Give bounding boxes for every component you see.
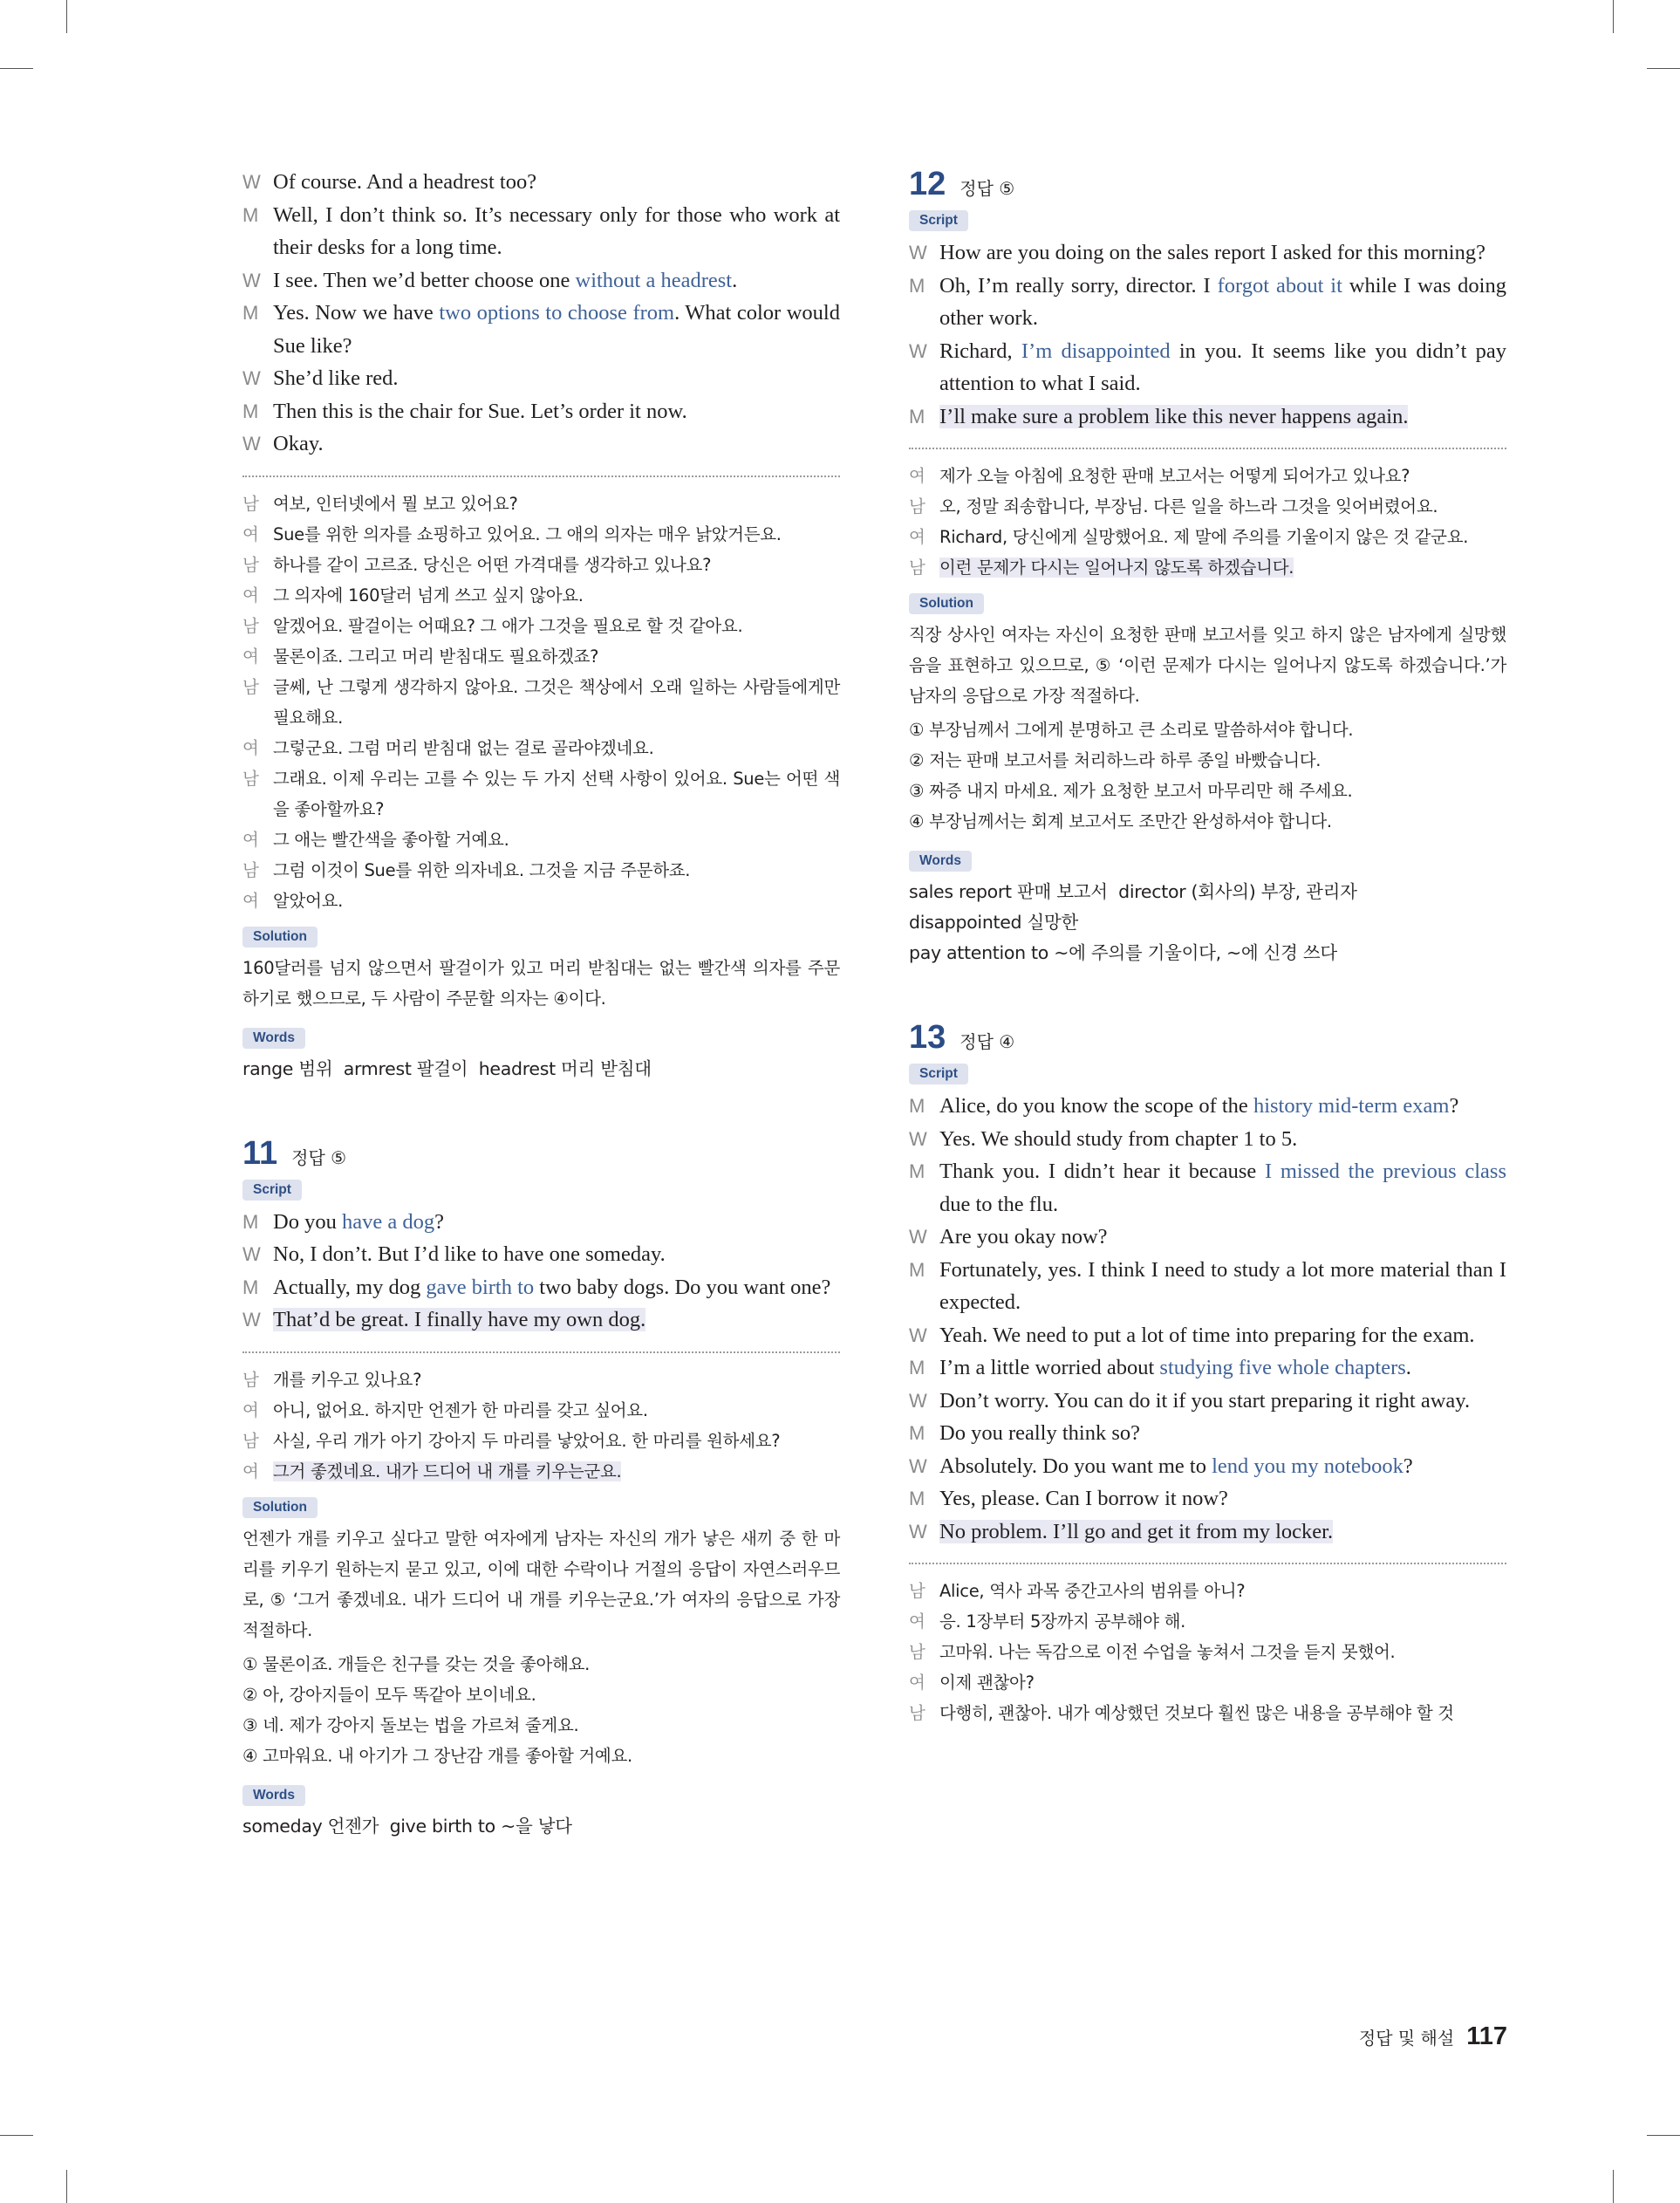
key-phrase: two options to choose from bbox=[439, 301, 675, 325]
speaker-label: W bbox=[242, 1243, 261, 1265]
dialog-line bbox=[242, 519, 840, 550]
speaker-label: 여 bbox=[242, 1399, 259, 1420]
line-text bbox=[273, 616, 742, 636]
line-text bbox=[939, 1127, 1297, 1151]
question-number: 12 bbox=[909, 166, 946, 202]
dialog-line bbox=[242, 1456, 840, 1487]
dialog-line bbox=[242, 1395, 840, 1426]
speaker-label: W bbox=[242, 269, 261, 291]
text-segment: 응. 1장부터 5장까지 공부해야 해. bbox=[939, 1611, 1186, 1632]
dialog-line bbox=[909, 236, 1506, 270]
key-phrase: I’m disappointed bbox=[1021, 339, 1171, 363]
dialog-line bbox=[242, 489, 840, 519]
answer-label: 정답 ④ bbox=[960, 1031, 1015, 1052]
dialog-line bbox=[242, 297, 840, 362]
text-segment: 그래요. 이제 우리는 고를 수 있는 두 가지 선택 사항이 있어요. Sue는 어떤 색을 좋아할까요? bbox=[273, 768, 840, 819]
text-segment: 알았어요. bbox=[273, 890, 344, 911]
option-list bbox=[242, 1649, 840, 1771]
question-header bbox=[909, 1019, 1506, 1057]
speaker-label: W bbox=[242, 171, 261, 193]
answer-label: 정답 ⑤ bbox=[291, 1146, 347, 1168]
answer-highlight: I’ll make sure a problem like this never happens again. bbox=[939, 404, 1409, 428]
dialog-line bbox=[909, 1667, 1506, 1698]
text-segment: 물론이죠. 그리고 머리 받침대도 필요하겠죠? bbox=[273, 646, 599, 667]
key-phrase: lend you my notebook bbox=[1212, 1454, 1403, 1478]
crop-mark bbox=[1647, 68, 1680, 69]
crop-mark bbox=[0, 2135, 33, 2136]
solution-tag: Solution bbox=[242, 1497, 318, 1518]
text-segment: in you. It seems like you didn’t pay attention to what I said. bbox=[939, 339, 1506, 395]
line-text bbox=[273, 860, 690, 880]
dialog-line bbox=[242, 824, 840, 855]
dialog-line bbox=[242, 580, 840, 611]
speaker-label: M bbox=[909, 1258, 925, 1281]
text-segment: She’d like red. bbox=[273, 366, 399, 390]
speaker-label: W bbox=[242, 433, 261, 455]
text-segment: Actually, my dog bbox=[273, 1275, 427, 1299]
line-text bbox=[273, 677, 840, 728]
dialog-line bbox=[909, 1698, 1506, 1728]
dialog-line bbox=[909, 1515, 1506, 1549]
speaker-label: 여 bbox=[242, 585, 259, 605]
text-segment: I’m a little worried about bbox=[939, 1356, 1160, 1379]
line-text bbox=[273, 891, 343, 911]
line-text bbox=[939, 1673, 1035, 1693]
speaker-label: 여 bbox=[242, 646, 259, 667]
text-segment: 다행히, 괜찮아. 내가 예상했던 것보다 훨씬 많은 내용을 공부해야 할 것 bbox=[939, 1703, 1454, 1723]
list-item: pay attention to ~에 주의를 기울이다, ~에 신경 쓰다 bbox=[909, 942, 1337, 963]
text-segment: 그 의자에 160달러 넘게 쓰고 싶지 않아요. bbox=[273, 585, 584, 605]
dialog-line bbox=[909, 1450, 1506, 1483]
dialog-line bbox=[909, 1482, 1506, 1515]
text-segment: Yes. Now we have bbox=[273, 301, 440, 325]
dialog-line bbox=[909, 1155, 1506, 1221]
line-text bbox=[939, 1389, 1470, 1413]
line-text bbox=[273, 524, 782, 544]
dialog-korean bbox=[909, 461, 1506, 583]
dialog-line bbox=[242, 672, 840, 733]
dialog-line bbox=[242, 166, 840, 199]
speaker-label: 남 bbox=[242, 859, 259, 880]
speaker-label: W bbox=[909, 1389, 927, 1412]
dialog-line bbox=[909, 400, 1506, 434]
line-text bbox=[273, 170, 536, 194]
line-text bbox=[273, 585, 584, 605]
line-text bbox=[939, 405, 1408, 428]
speaker-label: 남 bbox=[242, 768, 259, 789]
speaker-label: W bbox=[909, 1454, 927, 1477]
words-tag: Words bbox=[242, 1785, 305, 1806]
answer-label: 정답 ⑤ bbox=[960, 178, 1015, 199]
text-segment: 이제 괜찮아? bbox=[939, 1673, 1035, 1693]
dialog-line bbox=[242, 1365, 840, 1395]
list-item: ④ 고마워요. 내 아기가 그 장난감 개를 좋아할 거예요. bbox=[242, 1745, 632, 1766]
answer-highlight: No problem. I’ll go and get it from my locker. bbox=[939, 1519, 1334, 1543]
dialog-line bbox=[242, 1206, 840, 1239]
key-phrase: forgot about it bbox=[1217, 273, 1342, 298]
list-item: ② 저는 판매 보고서를 처리하느라 하루 종일 바빴습니다. bbox=[909, 750, 1321, 770]
text-segment: Don’t worry. You can do it if you start preparing it right away. bbox=[939, 1388, 1471, 1413]
question-header bbox=[242, 1135, 840, 1173]
line-text bbox=[939, 1520, 1333, 1543]
script-tag: Script bbox=[909, 210, 968, 231]
words-list bbox=[909, 877, 1506, 968]
line-text bbox=[939, 1258, 1506, 1315]
dialog-english bbox=[242, 1206, 840, 1337]
line-text bbox=[939, 274, 1506, 331]
question-number: 11 bbox=[242, 1134, 278, 1172]
dialog-line bbox=[242, 362, 840, 395]
speaker-label: 여 bbox=[242, 1461, 259, 1481]
words-text: range 범위 armrest 팔걸이 headrest 머리 받침대 bbox=[242, 1057, 652, 1079]
question-number: 13 bbox=[909, 1019, 946, 1056]
speaker-label: W bbox=[909, 1127, 927, 1150]
speaker-label: M bbox=[909, 1488, 925, 1509]
speaker-label: 남 bbox=[909, 558, 925, 578]
speaker-label: 남 bbox=[242, 493, 259, 514]
speaker-label: 여 bbox=[242, 829, 259, 850]
dialog-line bbox=[909, 1123, 1506, 1156]
speaker-label: 여 bbox=[242, 523, 259, 544]
line-text bbox=[939, 1703, 1454, 1723]
text-segment: . bbox=[1405, 1356, 1411, 1379]
answer-highlight: 그거 좋겠네요. 내가 드디어 내 개를 키우는군요. bbox=[273, 1461, 622, 1481]
text-segment: . bbox=[732, 268, 738, 292]
speaker-label: 여 bbox=[909, 1611, 925, 1632]
speaker-label: W bbox=[909, 339, 927, 362]
line-text bbox=[939, 1454, 1413, 1478]
crop-mark bbox=[1613, 2170, 1614, 2203]
text-segment: . What color would Sue like? bbox=[273, 301, 840, 358]
speaker-label: 남 bbox=[242, 1369, 259, 1390]
line-text bbox=[939, 558, 1294, 578]
text-segment: 그렇군요. 그럼 머리 받침대 없는 걸로 골라야겠네요. bbox=[273, 737, 654, 758]
text-segment: 글쎄, 난 그렇게 생각하지 않아요. 그것은 책상에서 오래 일하는 사람들에게만 필요해요. bbox=[273, 676, 840, 728]
dotted-divider bbox=[909, 1563, 1506, 1564]
dotted-divider bbox=[909, 448, 1506, 449]
dialog-line bbox=[909, 1319, 1506, 1352]
dialog-line bbox=[909, 270, 1506, 335]
line-text bbox=[273, 738, 653, 758]
speaker-label: 남 bbox=[242, 676, 259, 697]
speaker-label: W bbox=[909, 242, 927, 263]
dialog-line bbox=[909, 335, 1506, 400]
text-segment: Okay. bbox=[273, 432, 324, 455]
list-item: disappointed 실망한 bbox=[909, 912, 1078, 933]
line-text bbox=[939, 339, 1506, 396]
dialog-line bbox=[242, 264, 840, 298]
text-segment: Yes, please. Can I borrow it now? bbox=[939, 1487, 1228, 1510]
dialog-line bbox=[909, 552, 1506, 583]
dialog-line bbox=[242, 733, 840, 763]
crop-mark bbox=[0, 68, 33, 69]
footer-label: 정답 및 해설 bbox=[1358, 2028, 1455, 2049]
crop-mark bbox=[1647, 2135, 1680, 2136]
words-tag: Words bbox=[242, 1028, 305, 1049]
line-text bbox=[939, 1356, 1411, 1379]
text-segment: Richard, bbox=[939, 339, 1021, 363]
line-text bbox=[273, 1308, 645, 1331]
text-segment: ? bbox=[1403, 1454, 1413, 1478]
dialog-line bbox=[242, 855, 840, 886]
text-segment: 오, 정말 죄송합니다, 부장님. 다른 일을 하느라 그것을 잊어버렸어요. bbox=[939, 496, 1438, 517]
text-segment: 그럼 이것이 Sue를 위한 의자네요. 그것을 지금 주문하죠. bbox=[273, 859, 691, 880]
key-phrase: history mid-term exam bbox=[1253, 1094, 1450, 1118]
speaker-label: W bbox=[242, 367, 261, 389]
speaker-label: M bbox=[909, 1095, 925, 1117]
line-text bbox=[939, 1421, 1140, 1445]
dialog-line bbox=[242, 611, 840, 641]
list-item: ③ 네. 제가 강아지 돌보는 법을 가르쳐 줄게요. bbox=[242, 1714, 579, 1735]
speaker-label: 여 bbox=[242, 890, 259, 911]
text-segment: 여보, 인터넷에서 뭘 보고 있어요? bbox=[273, 493, 518, 514]
text-segment: Are you okay now? bbox=[939, 1225, 1108, 1249]
solution-text: 160달러를 넘지 않으면서 팔걸이가 있고 머리 받침대는 없는 빨간색 의자를 주문하기로 했으므로, 두 사람이 주문할 의자는 ④이다. bbox=[242, 957, 840, 1009]
speaker-label: W bbox=[242, 1309, 261, 1331]
line-text bbox=[273, 1400, 648, 1420]
crop-mark bbox=[66, 2170, 67, 2203]
text-segment: Yes. We should study from chapter 1 to 5. bbox=[939, 1126, 1298, 1151]
speaker-label: M bbox=[909, 274, 925, 297]
dialog-line bbox=[242, 886, 840, 916]
page-number: 117 bbox=[1466, 2022, 1507, 2050]
question-header bbox=[909, 166, 1506, 203]
dialog-line bbox=[242, 395, 840, 428]
solution-text: 언젠가 개를 키우고 싶다고 말한 여자에게 남자는 자신의 개가 낳은 새끼 중 한 마리를 키우기 원하는지 묻고 있고, 이에 대한 수락이나 거절의 응답이 자연스러우므로, ⑤ ‘그거 좋겠네요. 내가 드디어 내 개를 키우는군요.’가 여자의 응답으로 가장 적절하다. bbox=[242, 1528, 840, 1640]
text-segment: Then this is the chair for Sue. Let’s order it now. bbox=[273, 399, 687, 423]
speaker-label: 여 bbox=[909, 466, 925, 486]
script-tag: Script bbox=[242, 1180, 302, 1201]
dotted-divider bbox=[242, 1351, 840, 1353]
dialog-line bbox=[909, 491, 1506, 522]
speaker-label: 남 bbox=[909, 1642, 925, 1662]
list-item: ④ 부장님께서는 회계 보고서도 조만간 완성하셔야 합니다. bbox=[909, 811, 1332, 831]
text-segment: ? bbox=[1449, 1094, 1459, 1118]
key-phrase: have a dog bbox=[341, 1209, 435, 1234]
dialog-line bbox=[909, 1351, 1506, 1385]
option-list bbox=[909, 715, 1506, 837]
line-text bbox=[273, 400, 687, 423]
text-segment: Sue를 위한 의자를 쇼핑하고 있어요. 그 애의 의자는 매우 낡았거든요. bbox=[273, 523, 782, 544]
line-text bbox=[273, 555, 711, 575]
dotted-divider bbox=[242, 475, 840, 477]
key-phrase: gave birth to bbox=[426, 1275, 535, 1299]
line-text bbox=[273, 1242, 666, 1266]
line-text bbox=[273, 1370, 421, 1390]
line-text bbox=[273, 647, 598, 667]
dialog-line bbox=[909, 1221, 1506, 1254]
line-text bbox=[939, 1160, 1506, 1216]
line-text bbox=[273, 494, 518, 514]
text-segment: Fortunately, yes. I think I need to study a lot more material than I expected. bbox=[939, 1257, 1506, 1314]
dialog-english bbox=[242, 166, 840, 461]
line-text bbox=[939, 1225, 1108, 1249]
speaker-label: 남 bbox=[242, 615, 259, 636]
dialog-line bbox=[909, 1254, 1506, 1319]
dialog-korean bbox=[909, 1576, 1506, 1728]
dialog-line bbox=[909, 1385, 1506, 1418]
speaker-label: 남 bbox=[909, 1581, 925, 1601]
script-tag: Script bbox=[909, 1064, 968, 1084]
dialog-line bbox=[242, 550, 840, 580]
speaker-label: M bbox=[242, 1210, 259, 1233]
dialog-line bbox=[909, 461, 1506, 491]
line-text bbox=[273, 366, 399, 390]
list-item: ① 물론이죠. 개들은 친구를 갖는 것을 좋아해요. bbox=[242, 1653, 591, 1674]
text-segment: 알겠어요. 팔걸이는 어때요? 그 애가 그것을 필요로 할 것 같아요. bbox=[273, 615, 743, 636]
speaker-label: 남 bbox=[909, 1703, 925, 1723]
dialog-english bbox=[909, 236, 1506, 433]
line-text bbox=[273, 769, 840, 819]
line-text bbox=[273, 1276, 830, 1299]
text-segment: Yeah. We need to put a lot of time into preparing for the exam. bbox=[939, 1323, 1475, 1347]
solution-tag: Solution bbox=[909, 593, 984, 614]
line-text bbox=[273, 1431, 780, 1451]
dialog-line bbox=[242, 1238, 840, 1271]
speaker-label: M bbox=[242, 203, 259, 226]
text-segment: Of course. And a headrest too? bbox=[273, 170, 537, 194]
dialog-korean bbox=[242, 489, 840, 916]
dialog-line bbox=[242, 428, 840, 461]
dialog-line bbox=[242, 641, 840, 672]
speaker-label: M bbox=[909, 1422, 925, 1444]
speaker-label: 남 bbox=[242, 1430, 259, 1451]
line-text bbox=[273, 830, 509, 850]
list-item: ③ 짜증 내지 마세요. 제가 요청한 보고서 마무리만 해 주세요. bbox=[909, 781, 1353, 801]
dialog-english bbox=[909, 1090, 1506, 1548]
text-segment: I see. Then we’d better choose one bbox=[273, 268, 576, 292]
text-segment: due to the flu. bbox=[939, 1192, 1059, 1216]
dialog-line bbox=[242, 1303, 840, 1337]
line-text bbox=[273, 301, 840, 358]
text-segment: ? bbox=[434, 1209, 444, 1234]
speaker-label: 여 bbox=[242, 737, 259, 758]
speaker-label: 남 bbox=[909, 496, 925, 517]
list-item: ① 부장님께서 그에게 분명하고 큰 소리로 말씀하셔야 합니다. bbox=[909, 720, 1354, 740]
key-phrase: without a headrest bbox=[575, 268, 733, 292]
line-text bbox=[273, 1461, 621, 1481]
text-segment: 하나를 같이 고르죠. 당신은 어떤 가격대를 생각하고 있나요? bbox=[273, 554, 712, 575]
line-text bbox=[939, 527, 1468, 547]
crop-mark bbox=[1613, 0, 1614, 33]
key-phrase: I missed the previous class bbox=[1265, 1160, 1506, 1183]
speaker-label: 남 bbox=[242, 554, 259, 575]
text-segment: 사실, 우리 개가 아기 강아지 두 마리를 낳았어요. 한 마리를 원하세요? bbox=[273, 1430, 781, 1451]
speaker-label: W bbox=[909, 1520, 927, 1543]
words-tag: Words bbox=[909, 851, 972, 872]
text-segment: 그 애는 빨간색을 좋아할 거예요. bbox=[273, 829, 509, 850]
text-segment: two baby dogs. Do you want one? bbox=[534, 1275, 831, 1299]
speaker-label: 여 bbox=[909, 527, 925, 547]
line-text bbox=[939, 1094, 1458, 1118]
left-column bbox=[242, 166, 840, 1842]
text-segment: 개를 키우고 있나요? bbox=[273, 1369, 422, 1390]
text-segment: Do you really think so? bbox=[939, 1421, 1140, 1445]
speaker-label: M bbox=[242, 302, 259, 324]
speaker-label: W bbox=[909, 1226, 927, 1248]
text-segment: Thank you. I didn’t hear it because bbox=[939, 1160, 1265, 1183]
speaker-label: M bbox=[909, 1160, 925, 1182]
solution-text: 직장 상사인 여자는 자신이 요청한 판매 보고서를 잊고 하지 않은 남자에게 실망했음을 표현하고 있으므로, ⑤ ‘이런 문제가 다시는 일어나지 않도록 하겠습니다.’가 남자의 응답으로 가장 적절하다. bbox=[909, 625, 1506, 706]
dialog-line bbox=[909, 1417, 1506, 1450]
line-text bbox=[939, 1581, 1245, 1601]
text-segment: Oh, I’m really sorry, director. I bbox=[939, 273, 1218, 298]
text-segment: Well, I don’t think so. It’s necessary only for those who work at their desks for a long time. bbox=[273, 202, 840, 259]
dialog-line bbox=[909, 522, 1506, 552]
dialog-line bbox=[909, 1090, 1506, 1123]
text-segment: Richard, 당신에게 실망했어요. 제 말에 주의를 기울이지 않은 것 같군요. bbox=[939, 527, 1469, 547]
dialog-line bbox=[909, 1576, 1506, 1606]
speaker-label: 여 bbox=[909, 1673, 925, 1693]
text-segment: Absolutely. Do you want me to bbox=[939, 1454, 1212, 1478]
line-text bbox=[939, 1487, 1228, 1510]
speaker-label: M bbox=[909, 1357, 925, 1379]
line-text bbox=[939, 1324, 1475, 1347]
dialog-line bbox=[242, 199, 840, 264]
line-text bbox=[939, 1611, 1185, 1632]
crop-mark bbox=[66, 0, 67, 33]
dialog-line bbox=[242, 1426, 840, 1456]
text-segment: Do you bbox=[273, 1209, 342, 1234]
speaker-label: W bbox=[909, 1324, 927, 1346]
text-segment: Alice, 역사 과목 중간고사의 범위를 아니? bbox=[939, 1581, 1246, 1601]
line-text bbox=[939, 496, 1438, 517]
speaker-label: M bbox=[242, 400, 259, 422]
text-segment: 고마워. 나는 독감으로 이전 수업을 놓쳐서 그것을 듣지 못했어. bbox=[939, 1642, 1396, 1662]
text-segment: Alice, do you know the scope of the bbox=[939, 1094, 1253, 1118]
answer-highlight: 이런 문제가 다시는 일어나지 않도록 하겠습니다. bbox=[939, 558, 1294, 578]
words-text: someday 언젠가 give birth to ~을 낳다 bbox=[242, 1815, 572, 1837]
dialog-line bbox=[909, 1606, 1506, 1637]
line-text bbox=[273, 269, 737, 292]
text-segment: 아니, 없어요. 하지만 언젠가 한 마리를 갖고 싶어요. bbox=[273, 1399, 648, 1420]
line-text bbox=[273, 203, 840, 260]
key-phrase: studying five whole chapters bbox=[1159, 1356, 1406, 1379]
list-item: sales report 판매 보고서 director (회사의) 부장, 관리자 bbox=[909, 881, 1357, 902]
dialog-korean bbox=[242, 1365, 840, 1487]
text-segment: No, I don’t. But I’d like to have one someday. bbox=[273, 1242, 666, 1266]
solution-tag: Solution bbox=[242, 927, 318, 948]
speaker-label: M bbox=[909, 405, 925, 428]
dialog-line bbox=[242, 763, 840, 824]
line-text bbox=[273, 432, 324, 455]
dialog-line bbox=[909, 1637, 1506, 1667]
dialog-line bbox=[242, 1271, 840, 1304]
line-text bbox=[273, 1210, 444, 1234]
page-footer bbox=[1308, 2022, 1507, 2051]
line-text bbox=[939, 466, 1410, 486]
line-text bbox=[939, 1642, 1395, 1662]
right-column bbox=[909, 166, 1506, 1728]
line-text bbox=[939, 241, 1485, 264]
list-item: ② 아, 강아지들이 모두 똑같아 보이네요. bbox=[242, 1684, 536, 1705]
text-segment: while I was doing other work. bbox=[939, 273, 1506, 330]
text-segment: 제가 오늘 아침에 요청한 판매 보고서는 어떻게 되어가고 있나요? bbox=[939, 466, 1410, 486]
answer-highlight: That’d be great. I finally have my own dog. bbox=[273, 1308, 646, 1331]
text-segment: How are you doing on the sales report I asked for this morning? bbox=[939, 241, 1485, 264]
speaker-label: M bbox=[242, 1276, 259, 1298]
